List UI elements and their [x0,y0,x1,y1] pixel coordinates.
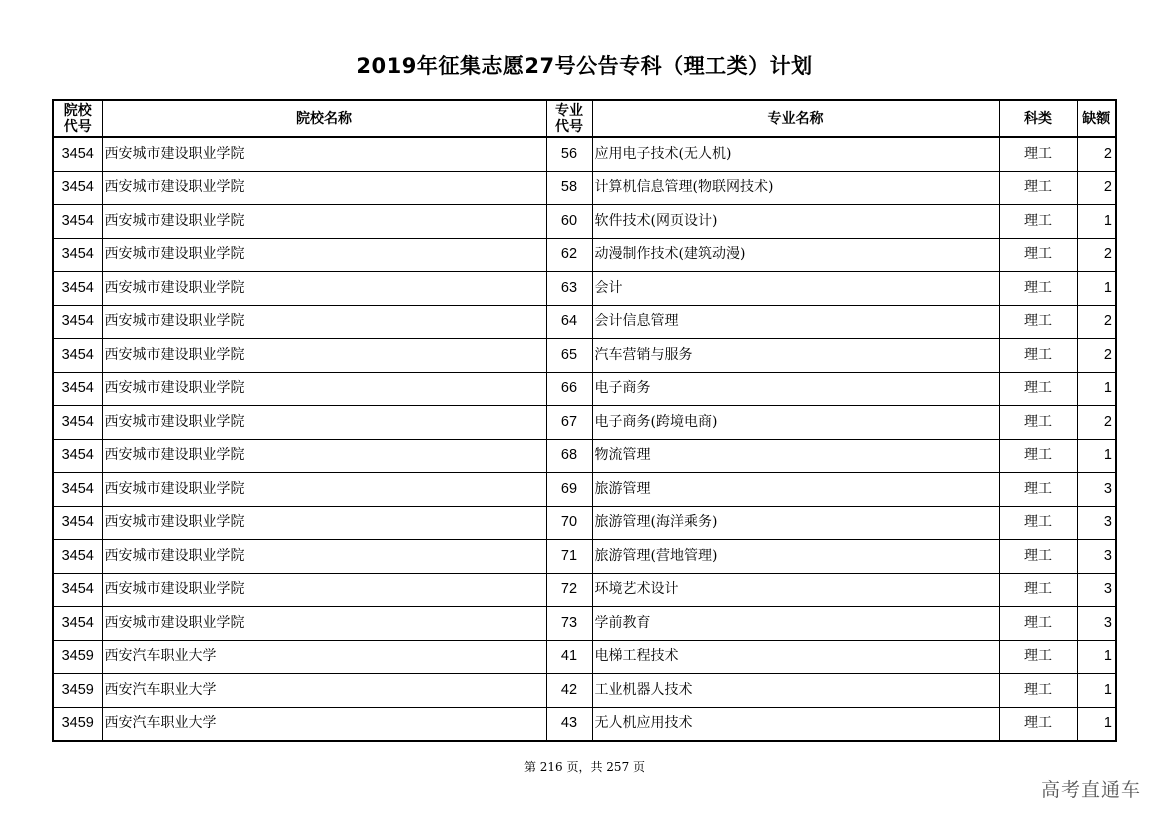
table-row [53,540,1116,574]
header-school-name: 院校名称 [102,100,546,137]
table-row [53,406,1116,440]
cell-quota: 3 [1077,573,1116,607]
table-row [53,137,1116,171]
cell-quota: 3 [1077,607,1116,641]
cell-quota: 3 [1077,540,1116,574]
cell-school-name: 西安城市建设职业学院 [102,439,546,473]
table-body [53,137,1116,741]
cell-major-name: 学前教育 [592,607,999,641]
cell-major-name: 旅游管理(营地管理) [592,540,999,574]
table-row [53,439,1116,473]
cell-major-code: 41 [546,640,592,674]
cell-major-code: 69 [546,473,592,507]
cell-major-code: 56 [546,137,592,171]
cell-major-code: 58 [546,171,592,205]
cell-school-code: 3454 [53,339,102,373]
cell-quota: 3 [1077,506,1116,540]
cell-major-name: 计算机信息管理(物联网技术) [592,171,999,205]
watermark: 高考直通车 [1040,779,1141,801]
cell-school-name: 西安城市建设职业学院 [102,137,546,171]
cell-school-code: 3459 [53,674,102,708]
cell-school-code: 3459 [53,640,102,674]
cell-school-code: 3454 [53,305,102,339]
cell-major-name: 电子商务(跨境电商) [592,406,999,440]
table-row [53,473,1116,507]
cell-school-code: 3454 [53,573,102,607]
table-row [53,506,1116,540]
cell-category: 理工 [999,372,1077,406]
cell-major-name: 旅游管理 [592,473,999,507]
cell-major-code: 62 [546,238,592,272]
table-row [53,171,1116,205]
cell-quota: 1 [1077,640,1116,674]
header-major-code [546,100,592,137]
cell-school-code: 3454 [53,171,102,205]
cell-category: 理工 [999,339,1077,373]
cell-major-name: 电梯工程技术 [592,640,999,674]
cell-school-code: 3454 [53,372,102,406]
cell-major-code: 70 [546,506,592,540]
table-row [53,205,1116,239]
header-major-code-line2: 代号 [555,118,583,135]
cell-school-name: 西安城市建设职业学院 [102,506,546,540]
cell-school-code: 3454 [53,238,102,272]
cell-major-name: 旅游管理(海洋乘务) [592,506,999,540]
cell-quota: 2 [1077,406,1116,440]
cell-school-name: 西安城市建设职业学院 [102,372,546,406]
cell-category: 理工 [999,406,1077,440]
cell-quota: 1 [1077,372,1116,406]
cell-major-code: 42 [546,674,592,708]
page-title: 2019年征集志愿27号公告专科（理工类）计划 [356,54,813,78]
cell-school-code: 3454 [53,137,102,171]
cell-school-name: 西安城市建设职业学院 [102,205,546,239]
cell-school-code: 3459 [53,707,102,741]
cell-school-name: 西安汽车职业大学 [102,707,546,741]
cell-category: 理工 [999,707,1077,741]
cell-major-name: 物流管理 [592,439,999,473]
table-row [53,640,1116,674]
cell-quota: 1 [1077,439,1116,473]
cell-school-name: 西安城市建设职业学院 [102,406,546,440]
cell-major-code: 60 [546,205,592,239]
cell-major-code: 63 [546,272,592,306]
cell-school-name: 西安城市建设职业学院 [102,238,546,272]
cell-school-name: 西安城市建设职业学院 [102,573,546,607]
cell-category: 理工 [999,674,1077,708]
cell-quota: 1 [1077,205,1116,239]
table-row [53,607,1116,641]
cell-category: 理工 [999,473,1077,507]
cell-school-name: 西安城市建设职业学院 [102,473,546,507]
cell-school-name: 西安城市建设职业学院 [102,272,546,306]
cell-school-name: 西安汽车职业大学 [102,674,546,708]
cell-major-name: 应用电子技术(无人机) [592,137,999,171]
table-row [53,272,1116,306]
cell-school-name: 西安城市建设职业学院 [102,540,546,574]
cell-major-code: 65 [546,339,592,373]
cell-quota: 2 [1077,171,1116,205]
table-row [53,573,1116,607]
header-school-code-line2: 代号 [63,118,92,135]
cell-school-code: 3454 [53,439,102,473]
cell-school-code: 3454 [53,506,102,540]
cell-major-code: 71 [546,540,592,574]
cell-quota: 1 [1077,674,1116,708]
cell-category: 理工 [999,439,1077,473]
cell-school-code: 3454 [53,205,102,239]
header-major-name: 专业名称 [592,100,999,137]
cell-school-code: 3454 [53,540,102,574]
header-school-code-line1: 院校 [63,102,92,119]
cell-school-name: 西安城市建设职业学院 [102,607,546,641]
cell-major-code: 73 [546,607,592,641]
cell-school-name: 西安城市建设职业学院 [102,171,546,205]
cell-major-name: 环境艺术设计 [592,573,999,607]
cell-category: 理工 [999,137,1077,171]
cell-school-code: 3454 [53,607,102,641]
table-row [53,305,1116,339]
cell-school-name: 西安城市建设职业学院 [102,339,546,373]
table-header-row [53,100,1116,137]
table-row [53,372,1116,406]
cell-major-name: 软件技术(网页设计) [592,205,999,239]
cell-school-code: 3454 [53,473,102,507]
cell-category: 理工 [999,540,1077,574]
cell-major-code: 43 [546,707,592,741]
cell-major-name: 会计信息管理 [592,305,999,339]
cell-category: 理工 [999,640,1077,674]
table-row [53,674,1116,708]
cell-quota: 2 [1077,305,1116,339]
cell-quota: 2 [1077,238,1116,272]
table-row [53,339,1116,373]
cell-major-name: 电子商务 [592,372,999,406]
table-row [53,707,1116,741]
header-school-code [53,100,102,137]
cell-major-code: 72 [546,573,592,607]
cell-quota: 3 [1077,473,1116,507]
cell-quota: 1 [1077,272,1116,306]
table-row [53,238,1116,272]
cell-category: 理工 [999,607,1077,641]
cell-major-code: 67 [546,406,592,440]
cell-category: 理工 [999,573,1077,607]
header-category: 科类 [999,100,1077,137]
cell-quota: 2 [1077,339,1116,373]
cell-school-code: 3454 [53,272,102,306]
cell-major-code: 64 [546,305,592,339]
cell-quota: 2 [1077,137,1116,171]
plan-table [52,99,1117,742]
header-quota: 缺额 [1077,100,1116,137]
cell-major-name: 无人机应用技术 [592,707,999,741]
cell-category: 理工 [999,238,1077,272]
cell-school-name: 西安城市建设职业学院 [102,305,546,339]
cell-category: 理工 [999,305,1077,339]
cell-major-code: 66 [546,372,592,406]
cell-major-name: 动漫制作技术(建筑动漫) [592,238,999,272]
cell-school-name: 西安汽车职业大学 [102,640,546,674]
cell-major-name: 汽车营销与服务 [592,339,999,373]
page-footer: 第 216 页，共 257 页 [523,760,646,774]
cell-major-code: 68 [546,439,592,473]
cell-category: 理工 [999,171,1077,205]
cell-major-name: 会计 [592,272,999,306]
cell-category: 理工 [999,205,1077,239]
cell-quota: 1 [1077,707,1116,741]
cell-school-code: 3454 [53,406,102,440]
cell-category: 理工 [999,272,1077,306]
cell-major-name: 工业机器人技术 [592,674,999,708]
header-major-code-line1: 专业 [555,102,583,119]
cell-category: 理工 [999,506,1077,540]
